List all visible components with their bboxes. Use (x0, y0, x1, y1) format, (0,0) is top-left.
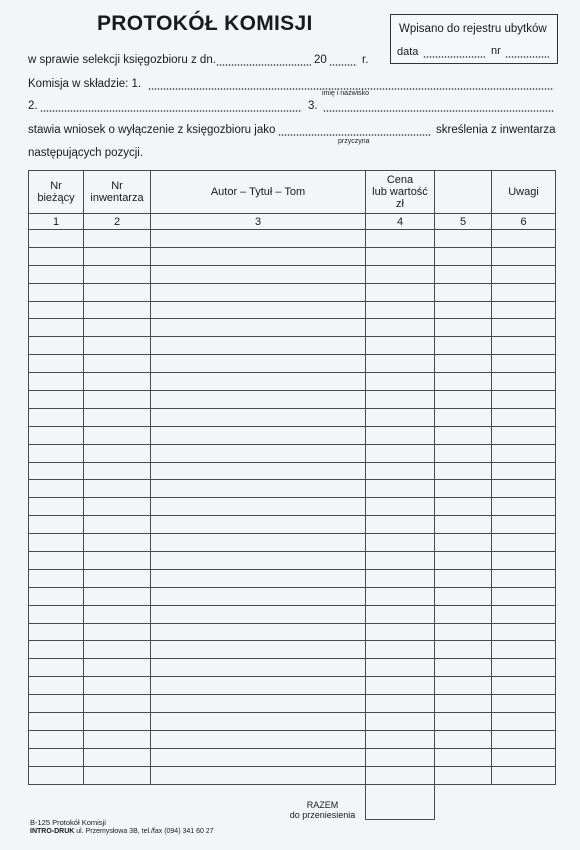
table-cell[interactable] (29, 659, 84, 677)
table-cell[interactable] (151, 587, 366, 605)
committee-member-3-field[interactable] (323, 110, 554, 112)
committee-member-2-field[interactable] (40, 110, 302, 112)
table-cell[interactable] (435, 247, 492, 265)
register-title: Wpisano do rejestru ubytków (399, 23, 547, 35)
table-cell[interactable] (29, 337, 84, 355)
publisher-brand: INTRO-DRUK (30, 828, 75, 835)
table-cell[interactable] (29, 462, 84, 480)
table-cell[interactable] (84, 301, 151, 319)
table-cell[interactable] (492, 247, 556, 265)
table-cell[interactable] (29, 641, 84, 659)
table-row (29, 587, 556, 605)
table-cell[interactable] (366, 498, 435, 516)
table-row (29, 677, 556, 695)
table-cell[interactable] (435, 355, 492, 373)
form-code: B-125 Protokół Komisji (30, 818, 106, 827)
table-row (29, 534, 556, 552)
table-cell[interactable] (29, 247, 84, 265)
table-row (29, 659, 556, 677)
table-cell[interactable] (366, 337, 435, 355)
table-cell[interactable] (435, 730, 492, 748)
table-cell[interactable] (366, 373, 435, 391)
table-cell[interactable] (366, 444, 435, 462)
reason-hint: przyczyna (338, 138, 370, 145)
table-cell[interactable] (435, 587, 492, 605)
table-cell[interactable] (435, 480, 492, 498)
table-cell[interactable] (435, 748, 492, 766)
column-header-2 (84, 171, 151, 214)
table-cell[interactable] (29, 391, 84, 409)
table-cell[interactable] (492, 391, 556, 409)
table-cell[interactable] (366, 748, 435, 766)
table-cell[interactable] (84, 641, 151, 659)
table-cell[interactable] (151, 516, 366, 534)
table-cell[interactable] (151, 444, 366, 462)
table-cell[interactable] (29, 677, 84, 695)
table-cell[interactable] (492, 516, 556, 534)
table-cell[interactable] (492, 265, 556, 283)
table-cell[interactable] (151, 355, 366, 373)
table-row (29, 552, 556, 570)
total-label-line-1: RAZEM (306, 800, 339, 810)
column-number-1: 1 (29, 214, 84, 230)
table-cell[interactable] (435, 516, 492, 534)
column-header-text: bieżący (37, 192, 75, 204)
table-cell[interactable] (84, 480, 151, 498)
table-cell[interactable] (151, 695, 366, 713)
table-cell[interactable] (84, 516, 151, 534)
table-cell[interactable] (492, 641, 556, 659)
table-cell[interactable] (84, 391, 151, 409)
table-cell[interactable] (366, 319, 435, 337)
table-row (29, 426, 556, 444)
table-row (29, 373, 556, 391)
table-cell[interactable] (435, 623, 492, 641)
table-cell[interactable] (435, 659, 492, 677)
table-cell[interactable] (151, 552, 366, 570)
table-cell[interactable] (29, 408, 84, 426)
table-cell[interactable] (366, 230, 435, 248)
table-cell[interactable] (435, 265, 492, 283)
table-cell[interactable] (151, 426, 366, 444)
table-cell[interactable] (435, 534, 492, 552)
column-header-text: Autor – Tytuł – Tom (210, 186, 306, 198)
table-cell[interactable] (151, 623, 366, 641)
table-cell[interactable] (151, 659, 366, 677)
table-row (29, 730, 556, 748)
table-cell[interactable] (366, 623, 435, 641)
column-number-5: 5 (435, 214, 492, 230)
table-cell[interactable] (84, 534, 151, 552)
table-cell[interactable] (366, 283, 435, 301)
table-row (29, 748, 556, 766)
selection-year-label: 20 (314, 54, 327, 66)
table-cell[interactable] (84, 730, 151, 748)
table-cell[interactable] (151, 247, 366, 265)
table-cell[interactable] (492, 552, 556, 570)
table-cell[interactable] (151, 641, 366, 659)
table-cell[interactable] (492, 355, 556, 373)
table-cell[interactable] (492, 337, 556, 355)
table-cell[interactable] (366, 426, 435, 444)
table-cell[interactable] (29, 730, 84, 748)
table-row (29, 391, 556, 409)
table-cell[interactable] (492, 301, 556, 319)
table-cell[interactable] (151, 391, 366, 409)
table-cell[interactable] (366, 713, 435, 731)
table-cell[interactable] (366, 695, 435, 713)
table-cell[interactable] (435, 337, 492, 355)
table-cell[interactable] (29, 605, 84, 623)
table-row (29, 713, 556, 731)
table-cell[interactable] (84, 659, 151, 677)
column-header-text: Uwagi (508, 186, 539, 198)
table-cell[interactable] (151, 301, 366, 319)
table-cell[interactable] (492, 462, 556, 480)
column-header-4 (366, 171, 435, 214)
table-cell[interactable] (492, 230, 556, 248)
table-cell[interactable] (366, 265, 435, 283)
column-number-2: 2 (84, 214, 151, 230)
table-cell[interactable] (29, 713, 84, 731)
table-cell[interactable] (84, 713, 151, 731)
total-label-line-2: do przeniesienia (289, 810, 356, 820)
table-cell[interactable] (435, 677, 492, 695)
table-row (29, 355, 556, 373)
table-cell[interactable] (29, 587, 84, 605)
column-header-3 (151, 171, 366, 214)
table-cell[interactable] (366, 534, 435, 552)
table-cell[interactable] (29, 552, 84, 570)
table-cell[interactable] (492, 319, 556, 337)
table-cell[interactable] (435, 552, 492, 570)
table-cell[interactable] (492, 408, 556, 426)
table-cell[interactable] (29, 569, 84, 587)
table-cell[interactable] (366, 355, 435, 373)
table-cell[interactable] (366, 391, 435, 409)
table-cell[interactable] (151, 337, 366, 355)
table-cell[interactable] (29, 695, 84, 713)
table-cell[interactable] (435, 498, 492, 516)
committee-member-3-label: 3. (308, 100, 318, 112)
column-number-3: 3 (151, 214, 366, 230)
table-row (29, 605, 556, 623)
name-hint: imię i nazwisko (322, 90, 370, 97)
table-row (29, 641, 556, 659)
table-cell[interactable] (492, 444, 556, 462)
table-cell[interactable] (492, 480, 556, 498)
column-header-text: Nr (111, 180, 123, 192)
table-cell[interactable] (366, 587, 435, 605)
table-cell[interactable] (151, 462, 366, 480)
register-nr-label: nr (491, 45, 501, 57)
table-cell[interactable] (151, 677, 366, 695)
table-cell[interactable] (84, 462, 151, 480)
table-cell[interactable] (366, 605, 435, 623)
table-cell[interactable] (151, 748, 366, 766)
register-box (390, 14, 558, 64)
selection-date-label: w sprawie selekcji księgozbioru z dn. (28, 54, 216, 66)
table-cell[interactable] (151, 498, 366, 516)
table-row (29, 695, 556, 713)
table-cell[interactable] (366, 552, 435, 570)
table-cell[interactable] (84, 552, 151, 570)
selection-date-field[interactable] (216, 64, 311, 66)
total-label (280, 800, 365, 820)
table-cell[interactable] (151, 605, 366, 623)
table-cell[interactable] (366, 730, 435, 748)
table-row (29, 480, 556, 498)
table-cell[interactable] (492, 695, 556, 713)
column-header-6 (492, 171, 556, 214)
table-cell[interactable] (492, 283, 556, 301)
table-cell[interactable] (84, 605, 151, 623)
table-cell[interactable] (84, 748, 151, 766)
table-cell[interactable] (435, 319, 492, 337)
reason-field[interactable] (278, 134, 431, 136)
table-cell[interactable] (435, 301, 492, 319)
table-row (29, 766, 556, 784)
table-cell[interactable] (84, 677, 151, 695)
table-cell[interactable] (435, 230, 492, 248)
table-cell[interactable] (84, 265, 151, 283)
table-cell[interactable] (492, 623, 556, 641)
table-cell[interactable] (84, 498, 151, 516)
column-header-text: Nr (50, 180, 62, 192)
table-row (29, 319, 556, 337)
positions-label: następujących pozycji. (28, 147, 144, 159)
table-cell[interactable] (492, 713, 556, 731)
table-row (29, 408, 556, 426)
table-row (29, 498, 556, 516)
table-cell[interactable] (84, 319, 151, 337)
table-cell[interactable] (492, 748, 556, 766)
table-cell[interactable] (435, 713, 492, 731)
table-cell[interactable] (492, 677, 556, 695)
table-cell[interactable] (29, 373, 84, 391)
table-cell[interactable] (84, 426, 151, 444)
table-cell[interactable] (84, 444, 151, 462)
table-cell[interactable] (29, 265, 84, 283)
table-cell[interactable] (84, 373, 151, 391)
table-row (29, 230, 556, 248)
table-cell[interactable] (492, 766, 556, 784)
table-cell[interactable] (435, 373, 492, 391)
table-cell[interactable] (435, 391, 492, 409)
table-cell[interactable] (366, 301, 435, 319)
table-cell[interactable] (84, 247, 151, 265)
table-cell[interactable] (29, 426, 84, 444)
table-cell[interactable] (151, 713, 366, 731)
publisher-address: ul. Przemysłowa 3B, tel./fax (094) 341 60 27 (74, 828, 214, 835)
table-cell[interactable] (366, 408, 435, 426)
selection-year-field[interactable] (329, 64, 357, 66)
table-cell[interactable] (29, 748, 84, 766)
register-date-field[interactable] (423, 56, 485, 58)
withdrawal-label: stawia wniosek o wyłączenie z księgozbioru jako (28, 124, 276, 136)
table-cell[interactable] (84, 623, 151, 641)
table-cell[interactable] (366, 766, 435, 784)
table-row (29, 569, 556, 587)
table-cell[interactable] (151, 373, 366, 391)
table-cell[interactable] (84, 569, 151, 587)
table-cell[interactable] (366, 516, 435, 534)
table-cell[interactable] (84, 766, 151, 784)
table-cell[interactable] (151, 480, 366, 498)
table-cell[interactable] (151, 730, 366, 748)
register-date-label: data (397, 46, 419, 58)
committee-label: Komisja w składzie: 1. (28, 78, 142, 90)
table-cell[interactable] (29, 230, 84, 248)
table-cell[interactable] (29, 319, 84, 337)
committee-member-2-label: 2. (28, 100, 38, 112)
table-cell[interactable] (29, 301, 84, 319)
column-header-text: zł (396, 198, 404, 210)
table-cell[interactable] (84, 355, 151, 373)
table-cell[interactable] (29, 498, 84, 516)
table-row (29, 462, 556, 480)
table-cell[interactable] (84, 337, 151, 355)
table-cell[interactable] (151, 230, 366, 248)
table-row (29, 516, 556, 534)
page-title: PROTOKÓŁ KOMISJI (97, 12, 313, 35)
table-cell[interactable] (29, 480, 84, 498)
table-cell[interactable] (366, 659, 435, 677)
column-header-text: lub wartość (372, 186, 428, 198)
table-cell[interactable] (151, 319, 366, 337)
table-cell[interactable] (84, 695, 151, 713)
table-cell[interactable] (492, 587, 556, 605)
register-date-line (397, 46, 418, 58)
table-cell[interactable] (151, 569, 366, 587)
column-number-4: 4 (366, 214, 435, 230)
table-row (29, 623, 556, 641)
table-row (29, 265, 556, 283)
table-cell[interactable] (366, 480, 435, 498)
column-header-text: Cena (386, 174, 414, 186)
table-cell[interactable] (435, 283, 492, 301)
table-cell[interactable] (435, 426, 492, 444)
table-cell[interactable] (29, 766, 84, 784)
selection-year-suffix: r. (362, 54, 369, 66)
table-cell[interactable] (435, 408, 492, 426)
table-cell[interactable] (492, 426, 556, 444)
table-cell[interactable] (366, 641, 435, 659)
column-number-6: 6 (492, 214, 556, 230)
table-cell[interactable] (492, 373, 556, 391)
table-row (29, 444, 556, 462)
table-cell[interactable] (492, 534, 556, 552)
table-cell[interactable] (435, 641, 492, 659)
table-cell[interactable] (29, 444, 84, 462)
table-cell[interactable] (492, 605, 556, 623)
table-cell[interactable] (29, 534, 84, 552)
table-cell[interactable] (151, 265, 366, 283)
table-row (29, 301, 556, 319)
table-cell[interactable] (84, 283, 151, 301)
table-cell[interactable] (151, 534, 366, 552)
table-cell[interactable] (435, 569, 492, 587)
table-cell[interactable] (492, 569, 556, 587)
table-row (29, 247, 556, 265)
table-cell[interactable] (84, 230, 151, 248)
table-cell[interactable] (366, 247, 435, 265)
total-cell[interactable] (365, 784, 435, 820)
table-cell[interactable] (435, 695, 492, 713)
table-cell[interactable] (435, 766, 492, 784)
table-cell[interactable] (29, 283, 84, 301)
table-cell[interactable] (29, 516, 84, 534)
table-cell[interactable] (84, 408, 151, 426)
table-cell[interactable] (151, 408, 366, 426)
table-cell[interactable] (366, 569, 435, 587)
publisher-info (30, 828, 214, 835)
column-header-text: inwentarza (90, 192, 144, 204)
table-cell[interactable] (29, 623, 84, 641)
table-cell[interactable] (492, 730, 556, 748)
table-cell[interactable] (492, 659, 556, 677)
items-table (28, 170, 556, 785)
table-cell[interactable] (366, 462, 435, 480)
table-row (29, 337, 556, 355)
table-cell[interactable] (492, 498, 556, 516)
table-cell[interactable] (366, 677, 435, 695)
table-cell[interactable] (435, 462, 492, 480)
table-cell[interactable] (84, 587, 151, 605)
table-cell[interactable] (151, 766, 366, 784)
withdrawal-suffix: skreślenia z inwentarza (436, 124, 556, 136)
register-nr-field[interactable] (505, 56, 549, 58)
column-header-5 (435, 171, 492, 214)
table-cell[interactable] (435, 605, 492, 623)
table-cell[interactable] (29, 355, 84, 373)
column-header-1 (29, 171, 84, 214)
table-row (29, 283, 556, 301)
table-cell[interactable] (151, 283, 366, 301)
table-cell[interactable] (435, 444, 492, 462)
